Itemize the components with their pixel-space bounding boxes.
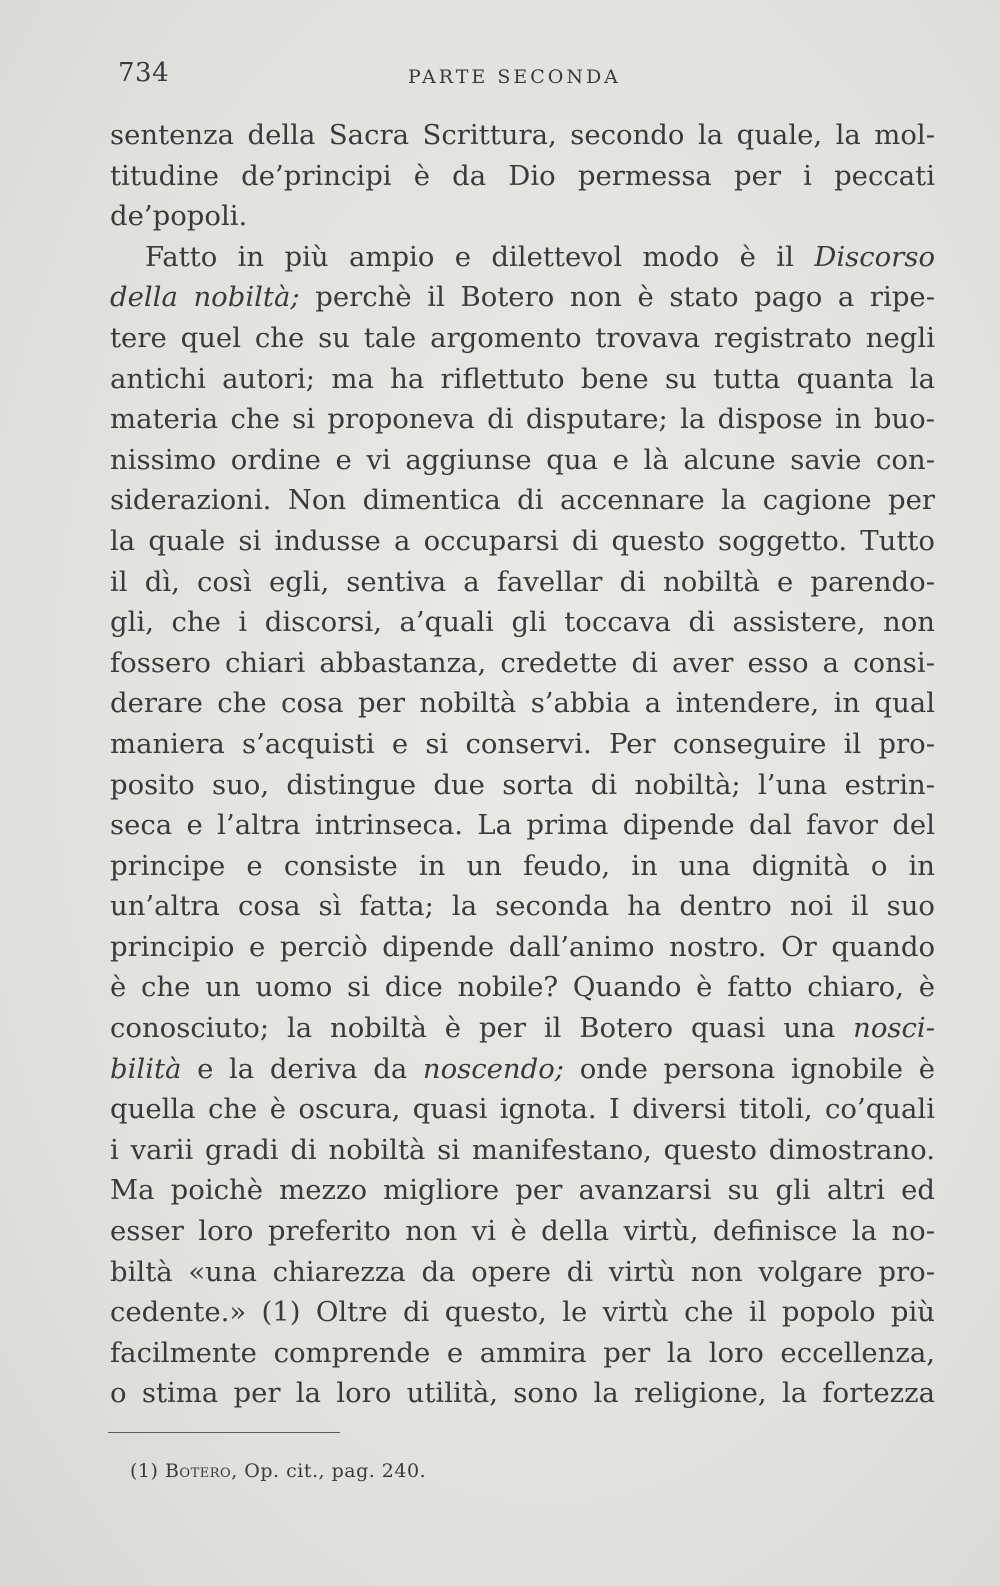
text-span: facilmente comprende e ammira per la loro eccellenza,: [110, 1336, 935, 1369]
body-text: [110, 115, 935, 1414]
text-span: biltà «una chiarezza da opere di virtù non volgare pro-: [110, 1255, 935, 1288]
footnote-rule: [108, 1432, 340, 1433]
text-line: [110, 277, 935, 318]
italic-text: bilità: [110, 1052, 182, 1085]
text-line: [110, 196, 935, 237]
text-line: [110, 886, 935, 927]
text-line: [110, 318, 935, 359]
italic-text: noscendo;: [422, 1052, 565, 1085]
text-line: [110, 521, 935, 562]
text-span: e la deriva da: [181, 1052, 423, 1085]
text-line: [110, 1049, 935, 1090]
text-line: [110, 602, 935, 643]
text-line: [110, 399, 935, 440]
text-span: è che un uomo si dice nobile? Quando è fatto chiaro, è: [110, 971, 935, 1004]
text-line: [110, 562, 935, 603]
text-span: il dì, così egli, sentiva a favellar di nobiltà e parendo-: [110, 565, 935, 598]
running-head: PARTE SECONDA: [408, 66, 621, 88]
text-line: [110, 643, 935, 684]
text-span: principio e perciò dipende dall’animo nostro. Or quando: [110, 930, 935, 963]
footnote: [130, 1460, 426, 1482]
text-line: [110, 846, 935, 887]
text-line: [110, 805, 935, 846]
text-span: i varii gradi di nobiltà si manifestano, questo dimostrano.: [110, 1133, 935, 1166]
text-line: [110, 1089, 935, 1130]
text-line: [110, 683, 935, 724]
text-span: la quale si indusse a occuparsi di questo soggetto. Tutto: [110, 524, 935, 557]
text-line: [110, 724, 935, 765]
text-span: titudine de’principi è da Dio permessa per i peccati: [110, 159, 935, 192]
footnote-author: Botero: [164, 1460, 232, 1482]
text-span: onde persona ignobile è: [564, 1052, 936, 1085]
text-span: siderazioni. Non dimentica di accennare la cagione per: [110, 484, 935, 517]
text-line: [110, 237, 935, 278]
text-span: maniera s’acquisti e si conservi. Per conseguire il pro-: [110, 727, 935, 760]
text-span: o stima per la loro utilità, sono la religione, la fortezza: [110, 1377, 935, 1410]
text-span: gli, che i discorsi, a’quali gli toccava di assistere, non: [110, 606, 935, 639]
text-line: [110, 115, 935, 156]
italic-text: della nobiltà;: [110, 281, 300, 314]
text-line: [110, 1008, 935, 1049]
text-line: [110, 765, 935, 806]
text-line: [110, 359, 935, 400]
text-line: [110, 1170, 935, 1211]
text-span: cedente.» (1) Oltre di questo, le virtù che il popolo più: [110, 1296, 935, 1329]
text-line: [110, 1252, 935, 1293]
text-line: [110, 1292, 935, 1333]
text-line: [110, 1373, 935, 1414]
text-line: [110, 1130, 935, 1171]
footnote-citation: , Op. cit., pag. 240.: [231, 1460, 427, 1482]
text-line: [110, 927, 935, 968]
text-span: materia che si proponeva di disputare; la dispose in buo-: [110, 403, 935, 436]
text-line: [110, 480, 935, 521]
text-line: [110, 967, 935, 1008]
page-header: [118, 58, 938, 98]
italic-text: nosci-: [853, 1012, 935, 1045]
page-number: 734: [118, 58, 170, 88]
text-span: nissimo ordine e vi aggiunse qua e là alcune savie con-: [110, 443, 935, 476]
text-line: [110, 156, 935, 197]
text-span: de’popoli.: [110, 200, 248, 233]
text-line: [110, 440, 935, 481]
text-span: Fatto in più ampio e dilettevol modo è il: [145, 240, 815, 273]
italic-text: Discorso: [814, 240, 935, 273]
text-span: seca e l’altra intrinseca. La prima dipende dal favor del: [110, 809, 935, 842]
text-span: un’altra cosa sì fatta; la seconda ha dentro noi il suo: [110, 890, 935, 923]
text-line: [110, 1333, 935, 1374]
text-span: perchè il Botero non è stato pago a ripe-: [299, 281, 935, 314]
text-span: posito suo, distingue due sorta di nobiltà; l’una estrin-: [110, 768, 935, 801]
text-span: sentenza della Sacra Scrittura, secondo la quale, la mol-: [110, 119, 935, 151]
text-span: quella che è oscura, quasi ignota. I diversi titoli, co’quali: [110, 1093, 935, 1126]
text-span: esser loro preferito non vi è della virtù, definisce la no-: [110, 1215, 935, 1248]
text-span: fossero chiari abbastanza, credette di aver esso a consi-: [110, 646, 935, 679]
text-line: [110, 1211, 935, 1252]
footnote-marker: (1): [130, 1460, 159, 1482]
text-span: principe e consiste in un feudo, in una dignità o in: [110, 849, 935, 882]
text-span: tere quel che su tale argomento trovava registrato negli: [110, 321, 935, 354]
text-span: Ma poichè mezzo migliore per avanzarsi su gli altri ed: [110, 1174, 935, 1207]
text-span: conosciuto; la nobiltà è per il Botero quasi una: [110, 1012, 854, 1045]
text-span: derare che cosa per nobiltà s’abbia a intendere, in qual: [110, 687, 935, 720]
text-span: antichi autori; ma ha riflettuto bene su tutta quanta la: [110, 362, 935, 395]
